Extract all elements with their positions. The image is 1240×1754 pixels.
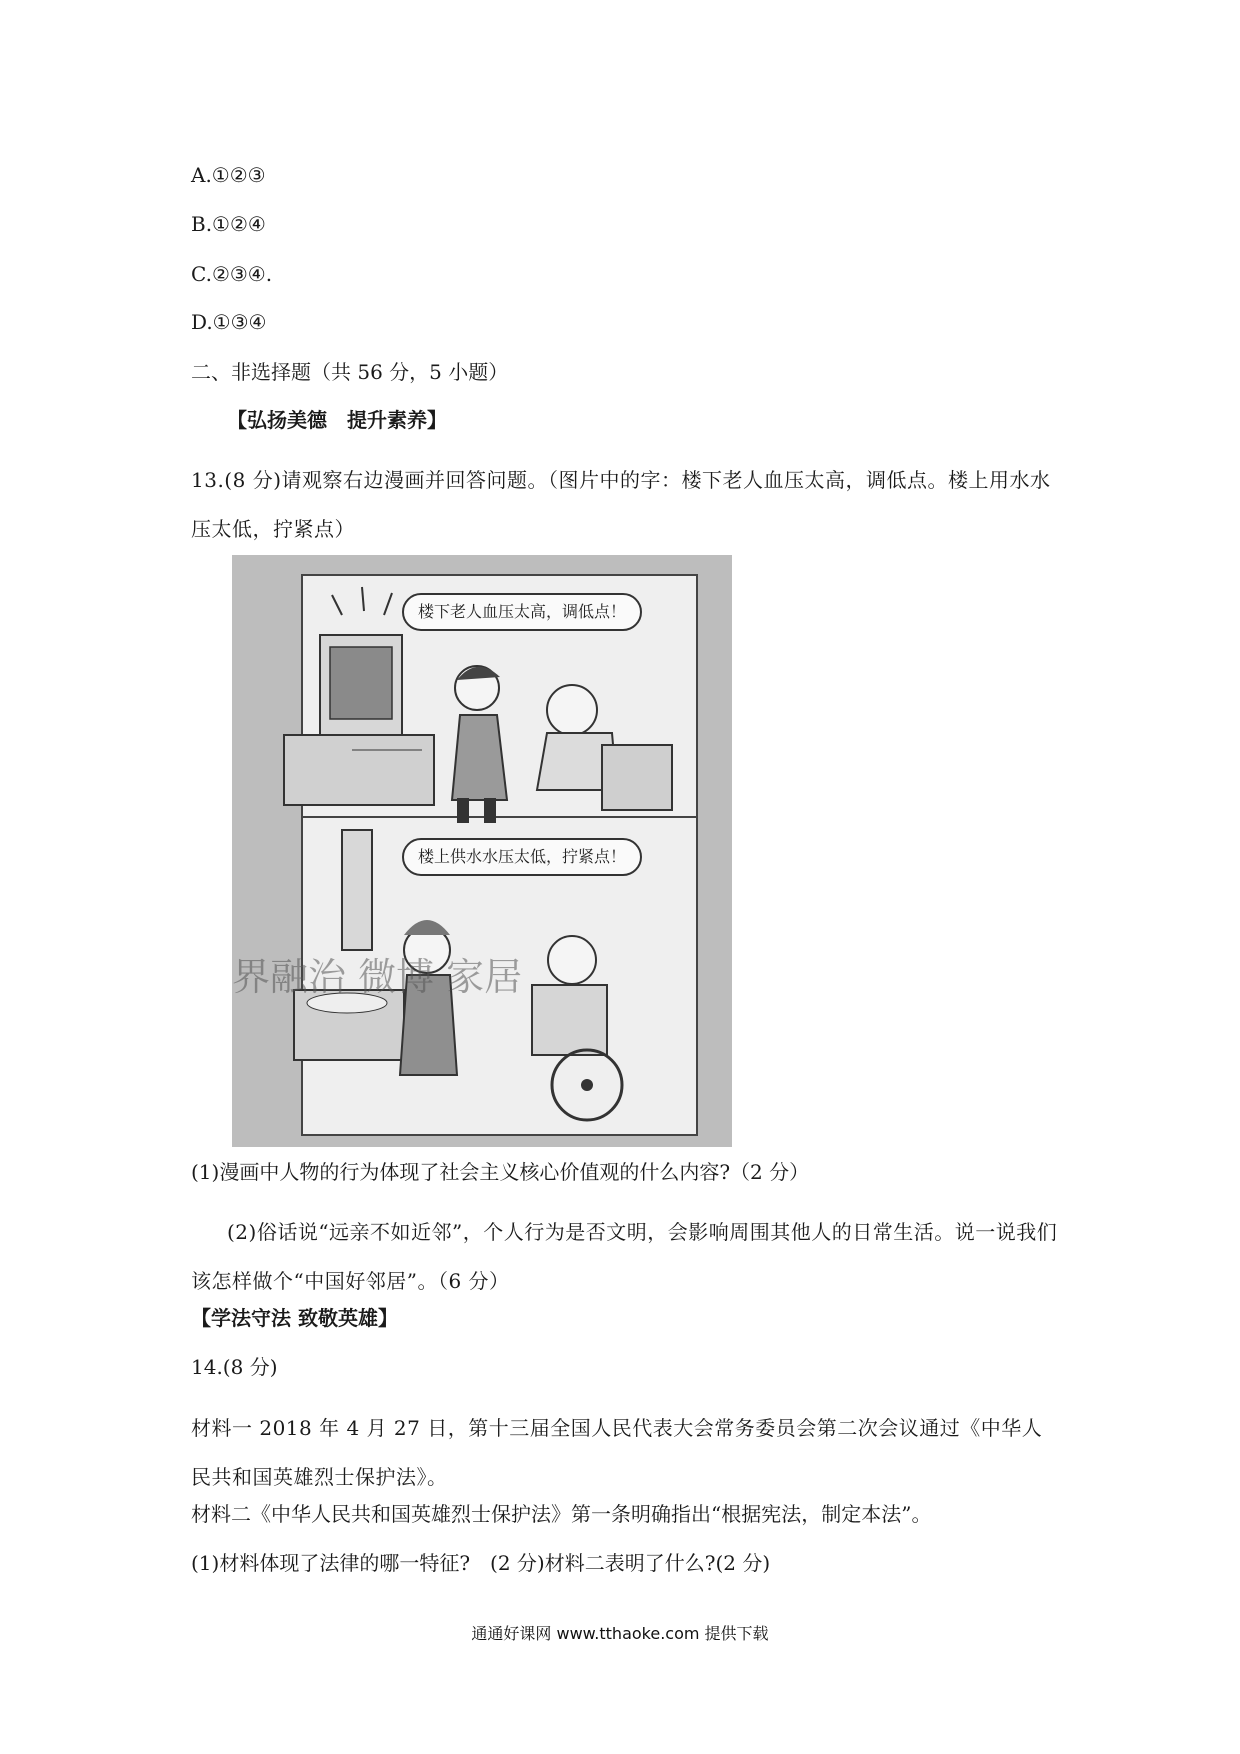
option-d: D.①③④ <box>191 310 267 334</box>
question-13-sub2: (2)俗话说“远亲不如近邻”，个人行为是否文明，会影响周围其他人的日常生活。说一说我们该怎样做个“中国好邻居”。（6 分） <box>191 1220 1058 1293</box>
question-14-material-1: 材料一 2018 年 4 月 27 日，第十三届全国人民代表大会常务委员会第二次会议通过《中华人民共和国英雄烈士保护法》。 <box>191 1416 1043 1489</box>
question-14-sub1: (1)材料体现了法律的哪一特征? (2 分)材料二表明了什么?(2 分) <box>191 1551 771 1575</box>
question-13-text: 13.(8 分)请观察右边漫画并回答问题。（图片中的字：楼下老人血压太高，调低点。楼上用水水压太低，拧紧点） <box>191 468 1051 541</box>
question-14-label: 14.(8 分) <box>191 1355 278 1379</box>
cartoon-image <box>232 555 732 1147</box>
question-13-sub1: (1)漫画中人物的行为体现了社会主义核心价值观的什么内容?（2 分） <box>191 1160 810 1184</box>
option-a: A.①②③ <box>191 163 266 187</box>
speech-bubble-bottom: 楼上供水水压太低，拧紧点！ <box>402 838 642 876</box>
section-header-law: 【学法守法 致敬英雄】 <box>191 1306 398 1330</box>
section-header-virtue: 【弘扬美德 提升素养】 <box>227 408 447 432</box>
svg-text:界融治 微博 家居: 界融治 微博 家居 <box>232 955 523 999</box>
question-14-material-2: 材料二《中华人民共和国英雄烈士保护法》第一条明确指出“根据宪法，制定本法”。 <box>191 1502 932 1526</box>
option-c: C.②③④. <box>191 262 273 286</box>
option-b: B.①②④ <box>191 212 266 236</box>
speech-bubble-top: 楼下老人血压太高，调低点！ <box>402 593 642 631</box>
section-title: 二、非选择题（共 56 分，5 小题） <box>191 360 509 384</box>
footer-text: 通通好课网 www.tthaoke.com 提供下载 <box>471 1624 769 1643</box>
